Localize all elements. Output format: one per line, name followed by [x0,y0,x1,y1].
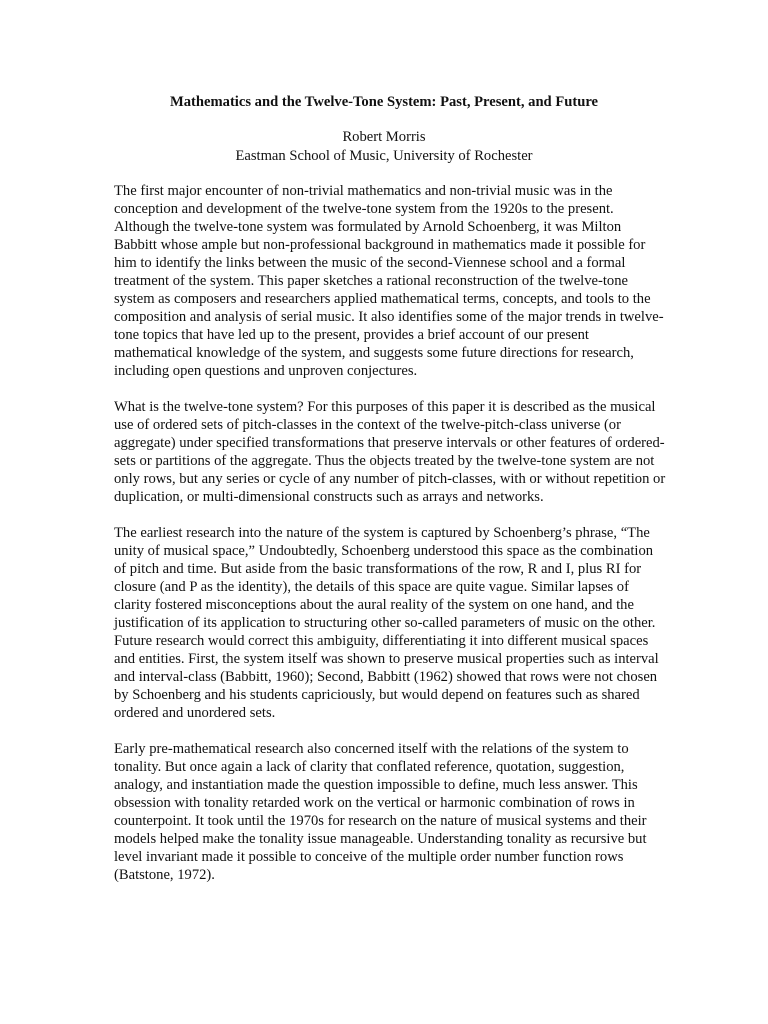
body-paragraph: The earliest research into the nature of the system is captured by Schoenberg’s phrase, “The unity of musical space,” Undoubtedly, Schoenberg understood this space as the combination of pitch and time. But aside from the basic transformations of the row, R and I, plus RI for closure (and P as the identity), the details of this space are quite vague. Similar lapses of clarity fostered misconceptions about the aural reality of the system on one hand, and the justification of its application to structuring other so-called parameters of music on the other. Future research would correct this ambiguity, differentiating it into different musical spaces and entities. First, the system itself was shown to preserve musical properties such as interval and interval-class (Babbitt, 1960); Second, Babbitt (1962) showed that rows were not chosen by Schoenberg and his students capriciously, but would depend on features such as shared ordered and unordered sets. [114,525,659,721]
author-block [0,128,768,165]
paper-body [114,182,666,902]
author-affiliation: Eastman School of Music, University of Rochester [235,147,533,164]
paper-title: Mathematics and the Twelve-Tone System: Past, Present, and Future [169,94,599,110]
body-paragraph: What is the twelve-tone system? For this purposes of this paper it is described as the musical use of ordered sets of pitch-classes in the context of the twelve-pitch-class universe (or aggregate) under specified transformations that preserve intervals or other features of ordered-sets or partitions of the aggregate. Thus the objects treated by the twelve-tone system are not only rows, but any series or cycle of any number of pitch-classes, with or without repetition or duplication, or multi-dimensional constructs such as arrays and networks. [114,399,666,505]
abstract-paragraph: The first major encounter of non-trivial mathematics and non-trivial music was in the conception and development of the twelve-tone system from the 1920s to the present. Although the twelve-tone system was formulated by Arnold Schoenberg, it was Milton Babbitt whose ample but non-professional background in mathematics made it possible for him to identify the links between the music of the second-Viennese school and a formal treatment of the system. This paper sketches a rational reconstruction of the twelve-tone system as composers and researchers applied mathematical terms, concepts, and tools to the composition and analysis of serial music. It also identifies some of the major trends in twelve-tone topics that have led up to the present, provides a brief account of our present mathematical knowledge of the system, and suggests some future directions for research, including open questions and unproven conjectures. [114,183,664,379]
body-paragraph: Early pre-mathematical research also concerned itself with the relations of the system to tonality. But once again a lack of clarity that conflated reference, quotation, suggestion, analogy, and instantiation made the question impossible to define, much less answer. This obsession with tonality retarded work on the vertical or harmonic combination of rows in counterpoint. It took until the 1970s for research on the nature of musical systems and their models helped make the tonality issue manageable. Understanding tonality as recursive but level invariant made it possible to conceive of the multiple order number function rows (Batstone, 1972). [114,741,647,883]
author-name: Robert Morris [342,129,426,145]
